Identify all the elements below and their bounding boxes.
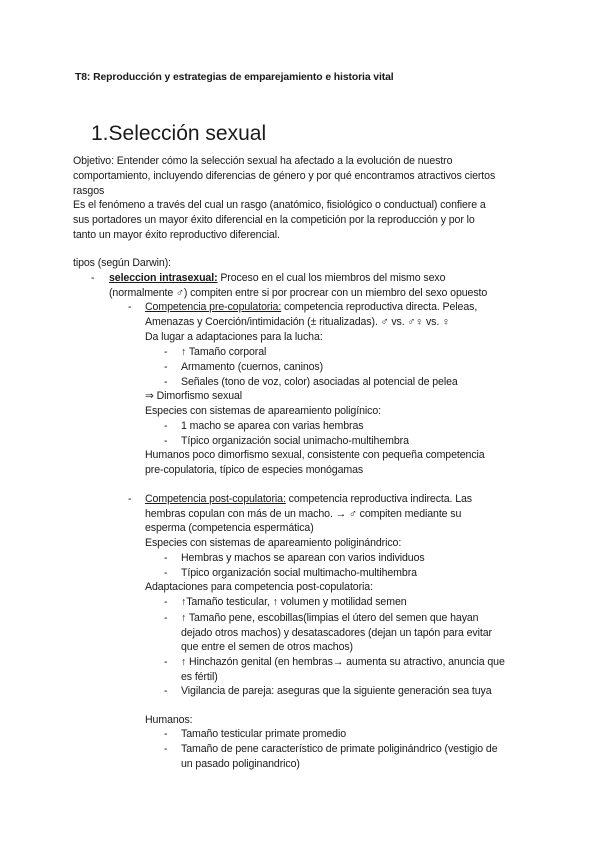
objective-line: rasgos — [73, 185, 105, 197]
bullet-dash: - — [164, 596, 168, 608]
intrasexual-line — [109, 271, 445, 285]
bullet-dash: - — [128, 301, 132, 313]
intrasexual-desc: Proceso en el cual los miembros del mismo sexo — [217, 272, 446, 284]
intrasexual-line2: (normalmente ♂) compiten entre si por procrear con un miembro del sexo opuesto — [109, 287, 488, 299]
pre-adapt-label: Da lugar a adaptaciones para la lucha: — [145, 331, 323, 343]
intrasexual-term: seleccion intrasexual: — [109, 272, 218, 284]
definition-line: Es el fenómeno a través del cual un rasgo (anatómico, fisiológico o conductual) confiere a — [73, 199, 486, 211]
pre-line — [145, 300, 477, 314]
bullet-dash: - — [164, 685, 168, 697]
post-line3: esperma (competencia espermática) — [145, 522, 314, 534]
pre-species-label: Especies con sistemas de apareamiento poligínico: — [145, 405, 381, 417]
list-item-cont: que entre el semen de otros machos) — [181, 641, 353, 653]
post-term: Competencia post-copulatoria: — [145, 493, 286, 505]
post-adapt-label: Adaptaciones para competencia post-copulatoria: — [145, 581, 373, 593]
list-item: Vigilancia de pareja: aseguras que la siguiente generación sea tuya — [181, 685, 492, 697]
post-line2: hembras copulan con más de un macho. → ♂ compiten mediante su — [145, 508, 462, 520]
dimorfismo-line: ⇒ Dimorfismo sexual — [145, 390, 243, 402]
bullet-dash: - — [164, 728, 168, 740]
bullet-dash: - — [164, 567, 168, 579]
list-item: 1 macho se aparea con varias hembras — [181, 420, 364, 432]
list-item: Armamento (cuernos, caninos) — [181, 361, 324, 373]
bullet-dash: - — [164, 743, 168, 755]
pre-line2: Amenazas y Coerción/intimidación (± ritualizadas). ♂ vs. ♂♀ vs. ♀ — [145, 316, 450, 328]
pre-humans-line: Humanos poco dimorfismo sexual, consistente con pequeña competencia — [145, 449, 485, 461]
bullet-dash: - — [164, 552, 168, 564]
bullet-dash: - — [164, 376, 168, 388]
section-title: 1.Selección sexual — [91, 122, 267, 145]
list-item: Señales (tono de voz, color) asociadas al potencial de pelea — [181, 376, 458, 388]
bullet-dash: - — [164, 420, 168, 432]
post-desc: competencia reproductiva indirecta. Las — [285, 493, 472, 505]
list-item: ↑ Hinchazón genital (en hembras→ aumenta su atractivo, anuncia que — [181, 656, 505, 668]
post-species-label: Especies con sistemas de apareamiento poliginándrico: — [145, 537, 402, 549]
list-item: Tamaño de pene característico de primate poliginándrico (vestigio de — [181, 743, 498, 755]
definition-line: sus portadores un mayor éxito diferencial en la competición por la reproducción y por lo — [73, 214, 475, 226]
document-header: T8: Reproducción y estrategias de emparejamiento e historia vital — [75, 72, 394, 83]
tipos-label: tipos (según Darwin): — [73, 257, 171, 269]
bullet-dash: - — [164, 346, 168, 358]
list-item: Hembras y machos se aparean con varios individuos — [181, 552, 425, 564]
post-line — [145, 492, 472, 506]
list-item-cont: es fértil) — [181, 671, 218, 683]
bullet-dash: - — [91, 272, 95, 284]
list-item: Tamaño testicular primate promedio — [181, 728, 346, 740]
bullet-dash: - — [164, 656, 168, 668]
list-item: Típico organización social unimacho-multihembra — [181, 435, 409, 447]
definition-line: tanto un mayor éxito reproductivo diferencial. — [73, 229, 280, 241]
pre-desc: competencia reproductiva directa. Peleas, — [281, 301, 478, 313]
list-item: ↑Tamaño testicular, ↑ volumen y motilidad semen — [181, 596, 407, 608]
list-item-cont: un pasado poliginandrico) — [181, 758, 300, 770]
bullet-dash: - — [164, 361, 168, 373]
objective-line: Objetivo: Entender cómo la selección sexual ha afectado a la evolución de nuestro — [73, 155, 453, 167]
post-humans-label: Humanos: — [145, 714, 193, 726]
list-item-cont: dejado otros machos) y desatascadores (dejan un tapón para evitar — [181, 627, 492, 639]
bullet-dash: - — [128, 493, 132, 505]
list-item: Típico organización social multimacho-multihembra — [181, 567, 417, 579]
bullet-dash: - — [164, 612, 168, 624]
list-item: ↑ Tamaño corporal — [181, 346, 267, 358]
list-item: ↑ Tamaño pene, escobillas(limpias el útero del semen que hayan — [181, 612, 479, 624]
objective-line: comportamiento, incluyendo diferencias de género y por qué encontramos atractivos ciertos — [73, 170, 496, 182]
bullet-dash: - — [164, 435, 168, 447]
pre-humans-line: pre-copulatoria, típico de especies monógamas — [145, 464, 364, 476]
pre-term: Competencia pre-copulatoria: — [145, 301, 282, 313]
